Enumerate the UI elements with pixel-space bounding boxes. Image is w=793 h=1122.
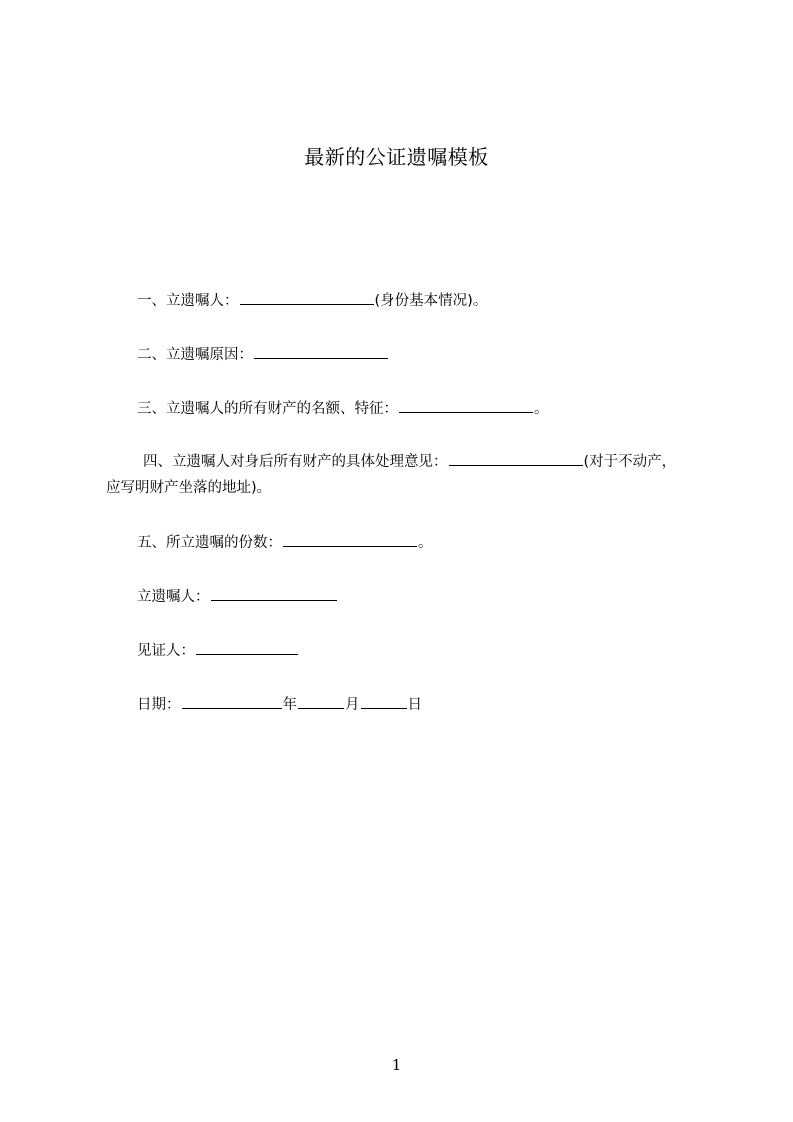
item-5-label: 五、所立遗嘱的份数： [137, 535, 282, 551]
item-2-label: 二、立遗嘱原因： [137, 347, 253, 363]
item-4-continuation: 应写明财产坐落的地址)。 [106, 480, 272, 496]
month-blank[interactable] [298, 693, 344, 709]
item-4-suffix: (对于不动产， [583, 454, 677, 470]
day-label: 日 [407, 697, 422, 713]
item-2-blank[interactable] [254, 343, 388, 359]
item-5-blank[interactable] [283, 531, 417, 547]
page-title: 最新的公证遗嘱模板 [304, 145, 489, 169]
year-label: 年 [282, 697, 297, 713]
item-1-blank[interactable] [240, 289, 374, 305]
day-blank[interactable] [361, 693, 407, 709]
witness-label: 见证人： [137, 643, 195, 659]
witness-signature [137, 639, 299, 662]
testator-blank[interactable] [211, 585, 337, 601]
date-label: 日期： [137, 697, 181, 713]
item-2 [137, 343, 389, 366]
item-5 [137, 531, 433, 554]
item-4 [143, 450, 676, 473]
item-3-blank[interactable] [399, 397, 533, 413]
item-3 [137, 397, 549, 420]
item-3-label: 三、立遗嘱人的所有财产的名额、特征： [137, 401, 398, 417]
year-blank[interactable] [182, 693, 282, 709]
page-number: 1 [391, 1056, 402, 1074]
month-label: 月 [345, 697, 360, 713]
item-4-label: 四、立遗嘱人对身后所有财产的具体处理意见： [143, 454, 448, 470]
item-1-label: 一、立遗嘱人： [137, 293, 239, 309]
item-3-suffix: 。 [534, 401, 549, 417]
item-1-suffix: (身份基本情况)。 [374, 293, 488, 309]
testator-label: 立遗嘱人： [137, 589, 210, 605]
date-line [137, 693, 422, 716]
witness-blank[interactable] [196, 639, 298, 655]
item-5-suffix: 。 [418, 535, 433, 551]
item-1 [137, 289, 487, 312]
testator-signature [137, 585, 338, 608]
item-4-blank[interactable] [449, 450, 583, 466]
